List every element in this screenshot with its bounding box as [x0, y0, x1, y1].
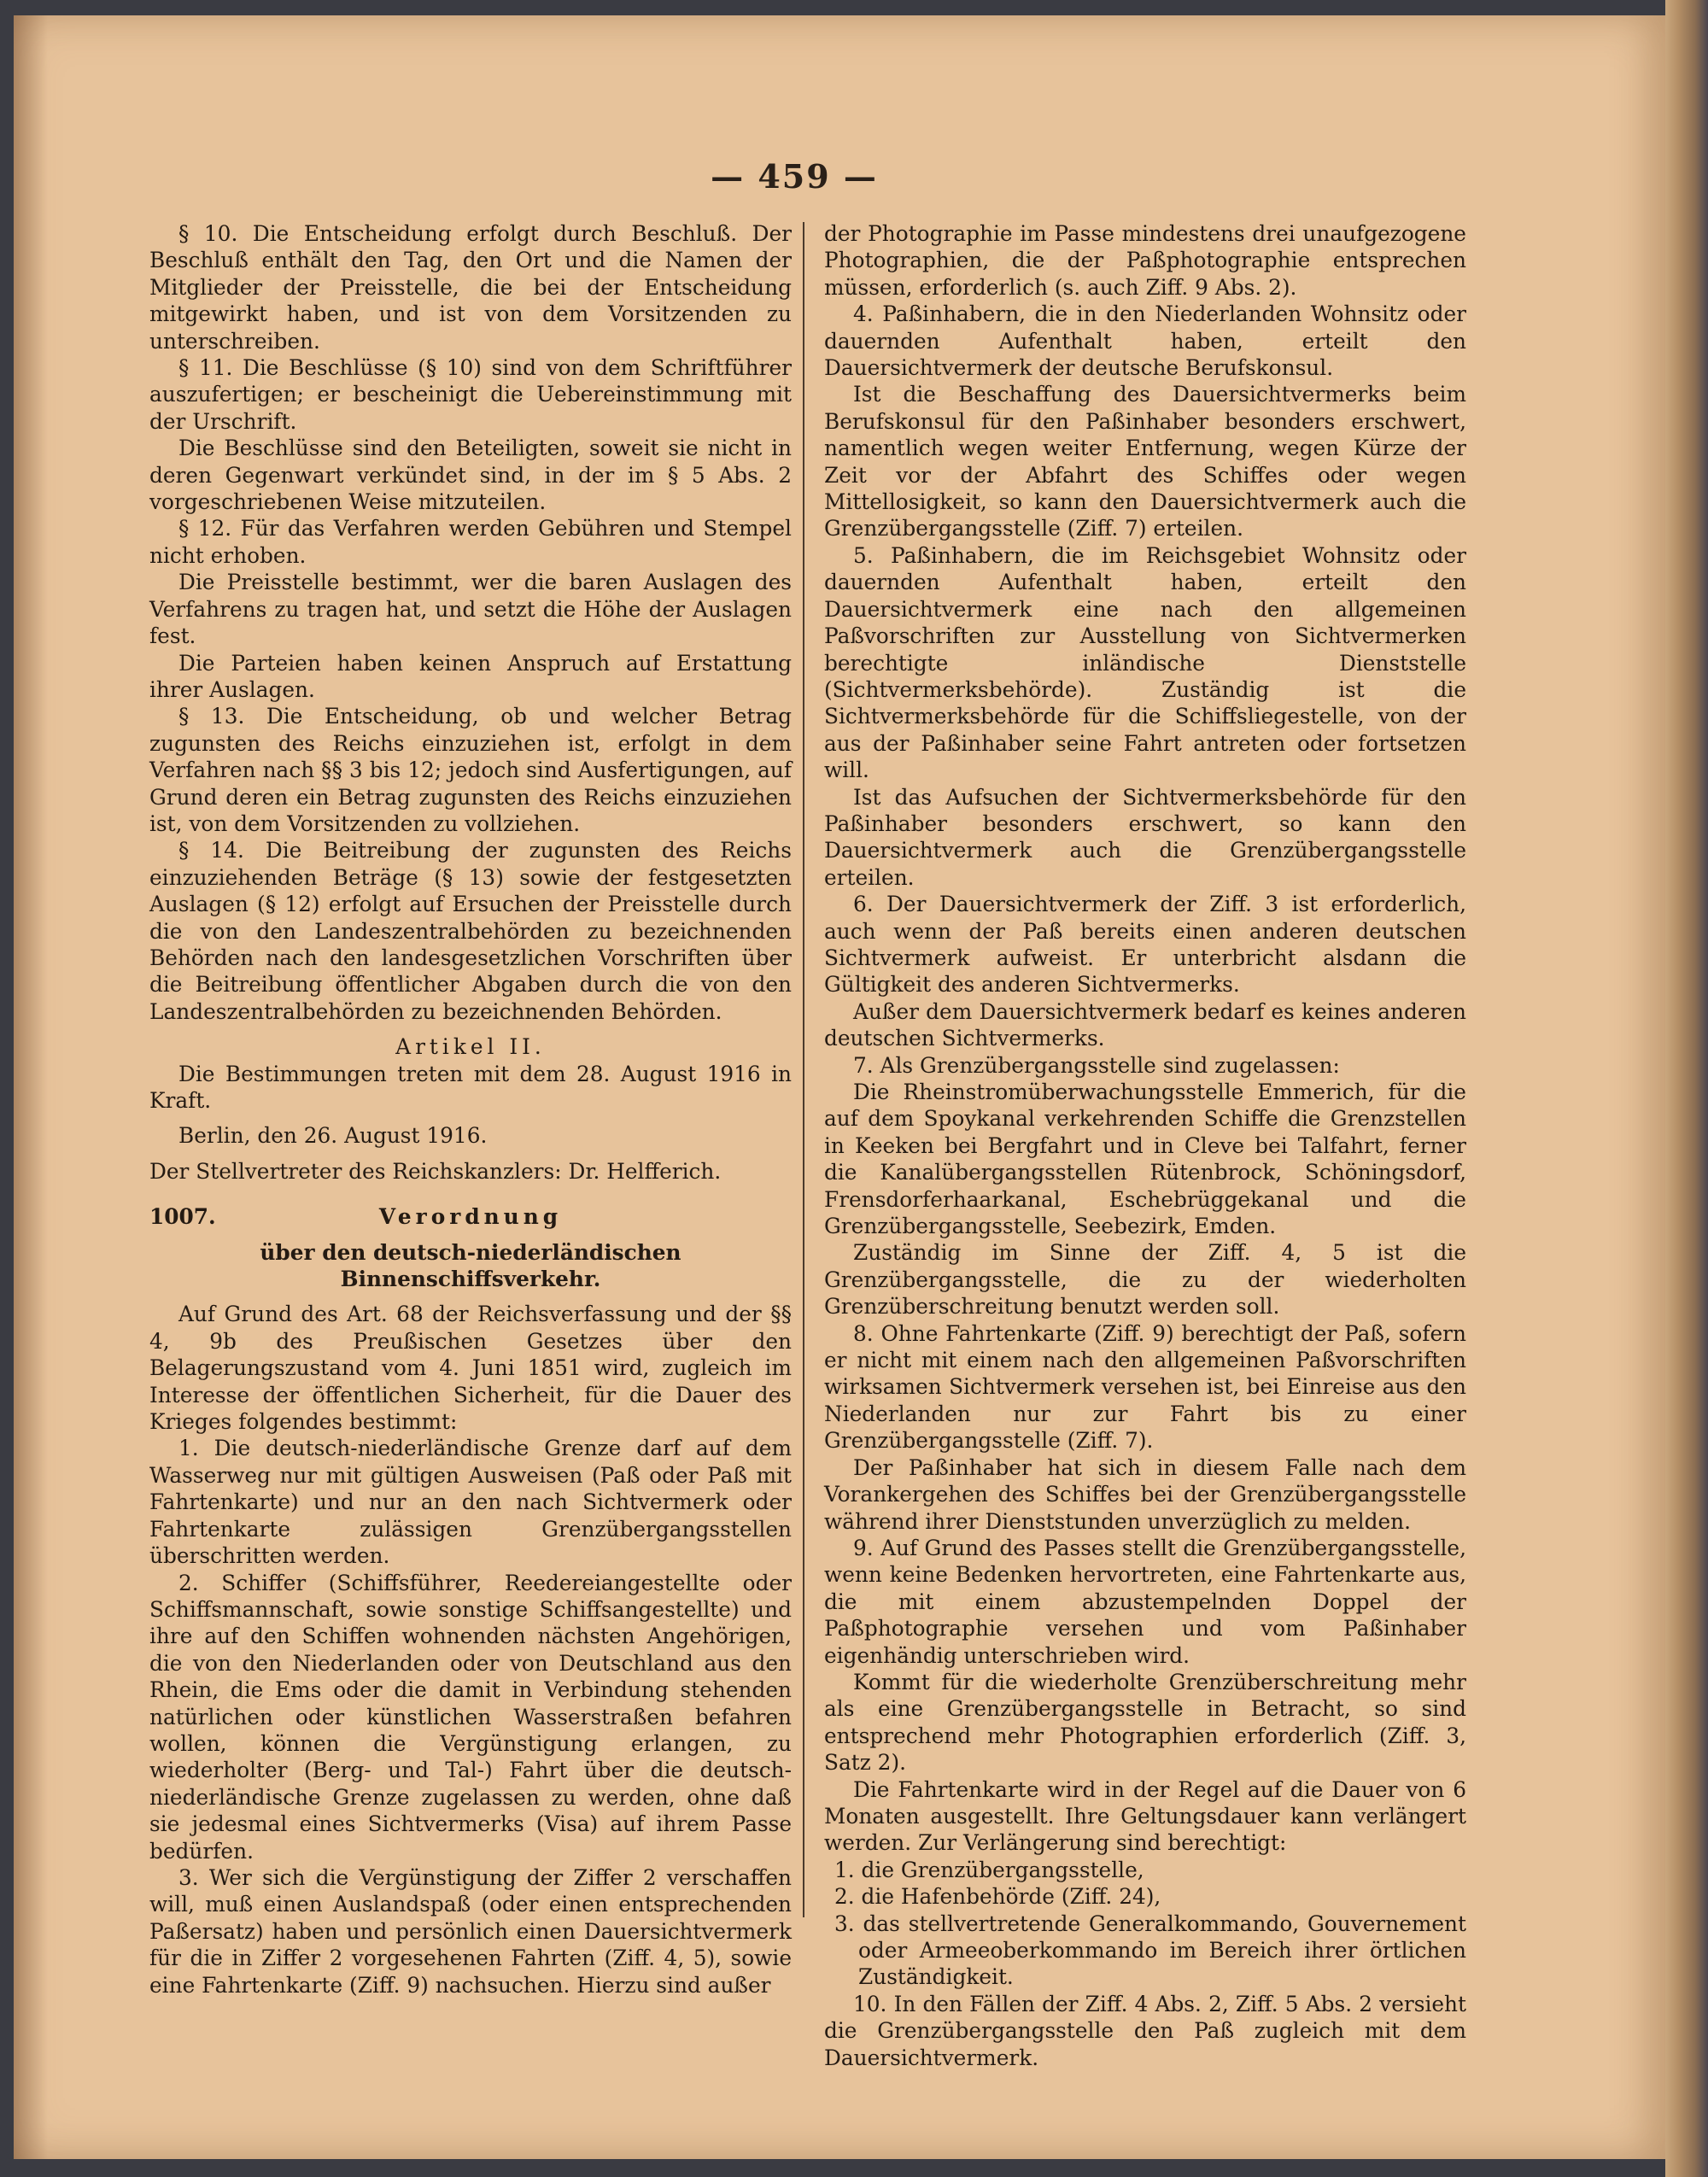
paragraph-section-10: § 10. Die Entscheidung erfolgt durch Beschluß. Der Beschluß enthält den Tag, den Ort und die Namen der Mitglieder der Preisstelle, die bei der Entscheidung mitgewirkt haben, und ist von dem Vorsitzenden zu unterschreiben. — [149, 221, 792, 354]
paragraph-item-1: 1. Die deutsch-niederländische Grenze darf auf dem Wasserweg nur mit gültigen Ausweisen (Paß oder Paß mit Fahrtenkarte) und nur an den nach Sichtvermerk oder Fahrtenkarte zulässigen Grenzübergangsstellen überschritten werden. — [149, 1436, 792, 1569]
page-number: — 459 — — [711, 157, 878, 196]
paragraph: Ist das Aufsuchen der Sichtvermerksbehörde für den Paßinhaber besonders erschwert, so kann den Dauersichtvermerk auch die Grenzübergangsstelle erteilen. — [824, 784, 1466, 890]
paragraph: Die Parteien haben keinen Anspruch auf Erstattung ihrer Auslagen. — [149, 650, 792, 702]
paragraph-continuation: der Photographie im Passe mindestens drei unaufgezogene Photographien, die der Paßphotographie entsprechen müssen, erforderlich (s. auch Ziff. 9 Abs. 2). — [824, 221, 1466, 300]
book-edge — [1665, 0, 1708, 2177]
paragraph-item-9: 9. Auf Grund des Passes stellt die Grenzübergangsstelle, wenn keine Bedenken hervortreten, eine Fahrtenkarte aus, die mit einem abzustempelnden Doppel der Paßphotographie versehen und vom Paßinhaber eigenhändig unterschrieben wird. — [824, 1535, 1466, 1668]
paragraph: Ist die Beschaffung des Dauersichtvermerks beim Berufskonsul für den Paßinhaber besonders erschwert, namentlich wegen weiter Entfernung, wegen Kürze der Zeit vor der Abfahrt des Schiffes oder wegen Mittellosigkeit, so kann den Dauersichtvermerk auch die Grenzübergangsstelle (Ziff. 7) erteilen. — [824, 382, 1466, 541]
left-column — [149, 220, 792, 1999]
signature-line: Der Stellvertreter des Reichskanzlers: Dr. Helfferich. — [149, 1158, 722, 1184]
list-item: 2. die Hafenbehörde (Ziff. 24), — [834, 1884, 1161, 1910]
column-divider — [803, 222, 804, 1917]
paragraph-item-2: 2. Schiffer (Schiffsführer, Reedereiangestellte oder Schiffsmannschaft, sowie sonstige Schiffsangestellte) und ihre auf den Schiffen wohnenden nächsten Angehörigen, die von den Niederlanden oder von Deutschland aus den Rhein, die Ems oder die damit in Verbindung stehenden natürlichen oder künstlichen Wasserstraßen befahren wollen, können die Vergünstigung erlangen, zu wiederholter (Berg- und Tal-) Fahrt über die deutsch-niederländische Grenze zugelassen zu werden, ohne daß sie jedesmal eines Sichtvermerks (Visa) auf ihrem Passe bedürfen. — [149, 1570, 792, 1864]
paragraph-item-3: 3. Wer sich die Vergünstigung der Ziffer 2 verschaffen will, muß einen Auslandspaß (oder einen entsprechenden Paßersatz) haben und persönlich einen Dauersichtvermerk für die in Ziffer 2 vorgesehenen Fahrten (Ziff. 4, 5), sowie eine Fahrtenkarte (Ziff. 9) nachsuchen. Hierzu sind außer — [149, 1864, 792, 1998]
paragraph-item-5: 5. Paßinhabern, die im Reichsgebiet Wohnsitz oder dauernden Aufenthalt haben, erteilt den Dauersichtvermerk eine nach den allgemeinen Paßvorschriften zur Ausstellung von Sichtvermerken berechtigte inländische Dienststelle (Sichtvermerksbehörde). Zuständig ist die Sichtvermerksbehörde für die Schiffsliegestelle, von der aus der Paßinhaber seine Fahrt antreten oder fortsetzen will. — [824, 542, 1466, 783]
paragraph-section-11: § 11. Die Beschlüsse (§ 10) sind von dem Schriftführer auszufertigen; er bescheinigt die Uebereinstimmung mit der Urschrift. — [149, 355, 792, 434]
list-item: 1. die Grenzübergangsstelle, — [834, 1857, 1144, 1882]
preamble: Auf Grund des Art. 68 der Reichsverfassung und der §§ 4, 9b des Preußischen Gesetzes über den Belagerungszustand vom 4. Juni 1851 wird, zugleich im Interesse der öffentlichen Sicherheit, für die Dauer des Krieges folgendes bestimmt: — [149, 1302, 792, 1435]
paragraph-section-12: § 12. Für das Verfahren werden Gebühren und Stempel nicht erhoben. — [149, 516, 792, 568]
paragraph: Die Bestimmungen treten mit dem 28. August 1916 in Kraft. — [149, 1061, 792, 1113]
right-column — [824, 220, 1466, 2071]
paragraph-item-4: 4. Paßinhabern, die in den Niederlanden Wohnsitz oder dauernden Aufenthalt haben, erteilt den Dauersichtvermerk der deutsche Berufskonsul. — [824, 301, 1466, 381]
paragraph: Die Rheinstromüberwachungsstelle Emmerich, für die auf dem Spoykanal verkehrenden Schiffe die Grenzstellen in Keeken bei Bergfahrt und in Cleve bei Talfahrt, ferner die Kanalübergangsstellen Rütenbrock, Schöningsdorf, Frensdorferhaarkanal, Eschebrüggekanal und die Grenzübergangsstelle, Seebezirk, Emden. — [824, 1080, 1466, 1239]
paragraph: Die Beschlüsse sind den Beteiligten, soweit sie nicht in deren Gegenwart verkündet sind, in der im § 5 Abs. 2 vorgeschriebenen Weise mitzuteilen. — [149, 436, 792, 515]
paragraph: Außer dem Dauersichtvermerk bedarf es keines anderen deutschen Sichtvermerks. — [824, 998, 1466, 1051]
decree-title: Verordnung — [378, 1204, 563, 1230]
decree-heading — [149, 1203, 792, 1230]
paragraph-section-13: § 13. Die Entscheidung, ob und welcher Betrag zugunsten des Reichs einzuziehen ist, erfolgt in dem Verfahren nach §§ 3 bis 12; jedoch sind Ausfertigungen, auf Grund deren ein Betrag zugunsten des Reichs einzuziehen ist, von dem Vorsitzenden zu vollziehen. — [149, 704, 792, 836]
paragraph: Die Preisstelle bestimmt, wer die baren Auslagen des Verfahrens zu tragen hat, und setzt die Höhe der Auslagen fest. — [149, 570, 792, 649]
article-heading: Artikel II. — [395, 1034, 546, 1060]
paragraph-item-10: 10. In den Fällen der Ziff. 4 Abs. 2, Ziff. 5 Abs. 2 versieht die Grenzübergangsstelle den Paß zugleich mit dem Dauersichtvermerk. — [824, 1991, 1466, 2070]
date-line: Berlin, den 26. August 1916. — [178, 1123, 488, 1149]
paragraph-item-6: 6. Der Dauersichtvermerk der Ziff. 3 ist erforderlich, auch wenn der Paß bereits einen anderen deutschen Sichtvermerk aufweist. Er unterbricht alsdann die Gültigkeit des anderen Sichtvermerks. — [824, 892, 1466, 998]
decree-subtitle: über den deutsch-niederländischen Binnenschiffsverkehr. — [260, 1239, 681, 1292]
paragraph: Der Paßinhaber hat sich in diesem Falle nach dem Vorankergehen des Schiffes bei der Grenzübergangsstelle während ihrer Dienststunden unverzüglich zu melden. — [824, 1454, 1466, 1534]
decree-number: 1007. — [149, 1204, 216, 1230]
paragraph: Kommt für die wiederholte Grenzüberschreitung mehr als eine Grenzübergangsstelle in Betracht, so sind entsprechend mehr Photographien erforderlich (Ziff. 3, Satz 2). — [824, 1669, 1466, 1776]
list-item: 3. das stellvertretende Generalkommando, Gouvernement oder Armeeoberkommando im Bereich ihrer örtlichen Zuständigkeit. — [834, 1911, 1466, 1990]
paragraph: Die Fahrtenkarte wird in der Regel auf die Dauer von 6 Monaten ausgestellt. Ihre Geltungsdauer kann verlängert werden. Zur Verlängerung sind berechtigt: — [824, 1776, 1466, 1856]
paragraph-section-14: § 14. Die Beitreibung der zugunsten des Reichs einzuziehenden Beträge (§ 13) sowie der festgesetzten Auslagen (§ 12) erfolgt auf Ersuchen der Preisstelle durch die von den Landeszentralbehörden zu bezeichnenden Behörden nach den landesgesetzlichen Vorschriften über die Beitreibung öffentlicher Abgaben durch die von den Landeszentralbehörden zu bezeichnenden Behörden. — [149, 838, 792, 1024]
paragraph-item-8: 8. Ohne Fahrtenkarte (Ziff. 9) berechtigt der Paß, sofern er nicht mit einem nach den allgemeinen Paßvorschriften wirksamen Sichtvermerk versehen ist, bei Einreise aus den Niederlanden nur zur Fahrt bis zu einer Grenzübergangsstelle (Ziff. 7). — [824, 1320, 1466, 1454]
paragraph: Zuständig im Sinne der Ziff. 4, 5 ist die Grenzübergangsstelle, die zu der wiederholten Grenzüberschreitung benutzt werden soll. — [824, 1240, 1466, 1320]
paragraph-item-7: 7. Als Grenzübergangsstelle sind zugelassen: — [853, 1052, 1340, 1078]
gutter-shadow — [14, 15, 48, 2159]
